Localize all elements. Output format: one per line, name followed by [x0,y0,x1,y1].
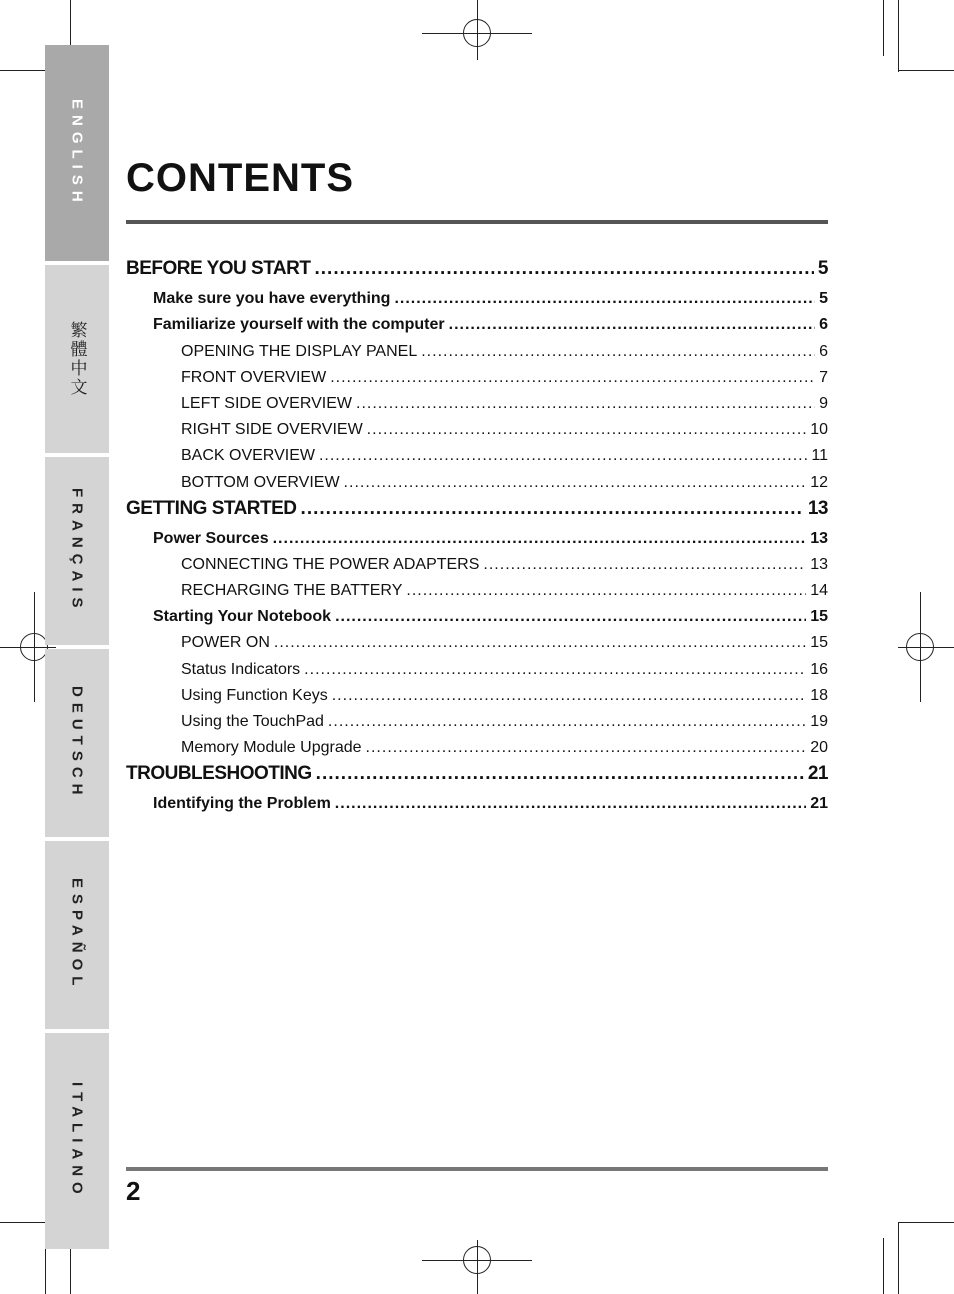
dot-leader [356,395,815,413]
toc-entry[interactable] [126,626,828,652]
registration-circle [906,633,934,661]
crop-mark [883,1238,884,1294]
toc-entry-page: 15 [810,634,828,652]
toc-entry-page: 14 [810,582,828,600]
toc-entry-page: 13 [807,497,828,519]
toc-entry[interactable] [126,439,828,465]
tab-label: FRANÇAIS [68,488,86,614]
toc-entry-label: TROUBLESHOOTING [126,763,312,785]
table-of-contents [126,252,828,813]
dot-leader [316,763,804,785]
toc-entry-page: 18 [810,686,828,704]
toc-entry-page: 12 [810,473,828,491]
toc-entry-label: LEFT SIDE OVERVIEW [181,394,353,412]
toc-entry[interactable] [126,308,828,334]
toc-entry-label: FRONT OVERVIEW [181,368,327,386]
toc-entry[interactable] [126,282,828,308]
dot-leader [366,739,807,757]
toc-entry-page: 21 [807,763,828,785]
tab-francais[interactable] [45,457,109,645]
toc-entry-label: Familiarize yourself with the computer [153,316,445,334]
registration-circle [463,19,491,47]
toc-entry-label: Memory Module Upgrade [181,739,362,757]
toc-entry-label: Starting Your Notebook [153,608,332,626]
registration-circle [463,1246,491,1274]
toc-entry-page: 6 [819,316,828,334]
dot-leader [319,447,807,465]
crop-mark [898,1222,899,1294]
toc-entry-page: 6 [819,342,828,360]
toc-entry[interactable] [126,757,828,785]
toc-entry-label: Using the TouchPad [181,713,324,730]
toc-entry[interactable] [126,679,828,705]
toc-entry[interactable] [126,600,828,626]
toc-entry[interactable] [126,705,828,731]
toc-entry[interactable] [126,334,828,360]
dot-leader [406,582,806,600]
toc-entry-label: OPENING THE DISPLAY PANEL [181,342,418,360]
crop-mark [898,1222,954,1223]
dot-leader [332,687,806,705]
toc-entry[interactable] [126,387,828,413]
dot-leader [304,661,806,679]
dot-leader [330,369,815,387]
toc-entry-label: Power Sources [153,529,269,547]
toc-entry-label: CONNECTING THE POWER ADAPTERS [181,555,480,573]
toc-entry-page: 5 [817,258,828,279]
title-divider [126,220,828,224]
crop-mark [898,70,954,71]
toc-entry[interactable] [126,652,828,678]
toc-entry-page: 10 [810,421,828,439]
toc-entry[interactable] [126,731,828,757]
toc-entry-label: RIGHT SIDE OVERVIEW [181,421,363,439]
dot-leader [335,795,806,813]
toc-entry-page: 13 [810,529,828,547]
toc-entry-page: 11 [811,447,828,465]
tab-deutsch[interactable] [45,649,109,837]
toc-entry[interactable] [126,522,828,548]
toc-entry[interactable] [126,787,828,813]
crop-mark [898,0,899,72]
dot-leader [449,316,815,334]
toc-entry[interactable] [126,413,828,439]
toc-entry-label: RECHARGING THE BATTERY [181,582,403,600]
toc-entry-label: Make sure you have everything [153,290,391,308]
tab-label: DEUTSCH [68,685,86,801]
tab-traditional-chinese[interactable] [45,265,109,453]
toc-entry-page: 20 [810,739,828,757]
dot-leader [273,530,807,548]
toc-entry-label: GETTING STARTED [126,497,297,519]
toc-entry-label: POWER ON [181,634,270,652]
toc-entry-page: 16 [810,660,828,678]
toc-entry-label: Status Indicators [181,660,301,678]
toc-entry[interactable] [126,361,828,387]
registration-circle [20,633,48,661]
toc-entry-page: 19 [810,713,828,730]
toc-entry-label: Identifying the Problem [153,795,331,813]
footer-divider [126,1167,828,1171]
tab-label: 繁體中文 [66,321,87,397]
dot-leader [301,498,804,520]
toc-entry-label: BOTTOM OVERVIEW [181,473,340,491]
tab-label: ESPAÑOL [68,878,86,992]
dot-leader [483,556,806,574]
tab-espanol[interactable] [45,841,109,1029]
dot-leader [274,634,806,652]
toc-entry-page: 15 [810,608,828,626]
toc-entry-page: 9 [819,394,828,412]
tab-label: ENGLISH [68,98,86,208]
dot-leader [421,343,815,361]
dot-leader [394,290,815,308]
dot-leader [314,258,813,280]
toc-entry-page: 13 [810,555,828,573]
toc-entry-label: Using Function Keys [181,686,328,704]
toc-entry[interactable] [126,574,828,600]
toc-entry[interactable] [126,548,828,574]
toc-entry[interactable] [126,492,828,520]
crop-mark [883,0,884,56]
toc-entry[interactable] [126,252,828,280]
dot-leader [328,713,806,731]
dot-leader [335,608,806,626]
tab-italiano[interactable] [45,1033,109,1249]
tab-english[interactable] [45,45,109,261]
dot-leader [344,474,807,492]
dot-leader [367,421,807,439]
toc-entry-page: 7 [819,368,828,386]
page-title: CONTENTS [126,156,354,200]
page-number: 2 [126,1176,141,1206]
tab-label: ITALIANO [68,1082,86,1200]
toc-entry-label: BACK OVERVIEW [181,447,315,465]
toc-entry-page: 5 [819,290,828,308]
toc-entry-page: 21 [810,795,828,813]
toc-entry-label: BEFORE YOU START [126,258,311,279]
toc-entry[interactable] [126,465,828,491]
